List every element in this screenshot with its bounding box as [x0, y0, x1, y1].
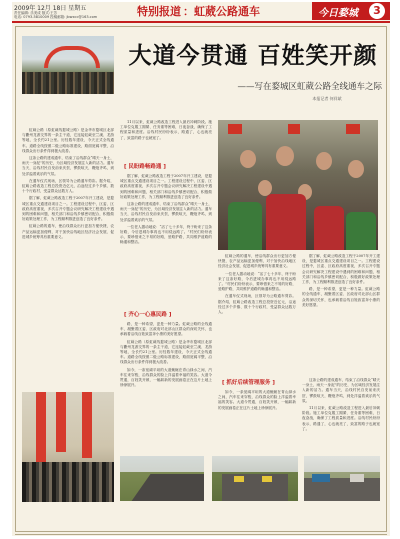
road-photo-1 — [120, 456, 204, 501]
paragraph: 这条公路的建成通车，结束了沿线群众“晴天一身土，雨天一身泥”的历史，为区域经济发展注入新的活力。通车当天，沿线村民自发前来庆贺，锣鼓喧天，鞭炮齐鸣，到处洋溢着欢乐的气氛。 — [302, 378, 380, 403]
paragraph: 如今，一条宽阔平坦的大道蜿蜒在青山绿水之间，汽车往来穿梭，沿线群众的脸上洋溢着幸福的笑容。大道今贯通，百姓笑开颜，一幅崭新的发展画卷正在这片土地上徐徐展开。 — [120, 367, 212, 388]
paragraph: 11月以来，虹葳公路改造工程进入最后冲刺阶段。施工单位克服工期紧、任务重等困难，日夜奋战，确保了工程质量和进度。沿线村民纷纷表示，路通了，心也就亮了，致富的路子也就宽了。 — [120, 120, 212, 140]
paragraph: 路，是一种希望，更是一种力量。虹葳公路的全线通车，凝聚着区委、区政府对北部山区群众的深切关怀，也承载着沿线百姓致富奔小康的美好愿望。 — [120, 322, 212, 337]
road-photo-2 — [212, 456, 298, 501]
red-banner — [82, 392, 92, 458]
text-column-right-d — [302, 378, 380, 450]
officials — [22, 462, 114, 502]
road-roller — [262, 476, 272, 482]
paper-logo-block — [312, 2, 390, 20]
paragraph: 虹葳公路（原虹葳线婺城公路）是金华市婺城区北部与衢州龙游交界的一条主干道，它连接虹葳至兰溪、龙游等地，全长约21公里。历经数年建设，今天正式全线通车。道路全线按照二级公路标准建设，路面宽阔平整，沿线群众出行条件得到极大改善。 — [22, 128, 114, 153]
page-number: 3 — [369, 3, 385, 19]
text-column-right-a — [218, 254, 296, 374]
section-heading-2: [ 齐心一心惠民路 ] — [124, 312, 172, 318]
issue-date: 2009年 12月 18日 星期五 — [14, 5, 87, 12]
text-column-mid-bottom — [120, 322, 212, 450]
editor-line: 责任编辑: 乐美成 版式:王芳 — [14, 11, 58, 15]
text-column-mid-top — [120, 120, 212, 160]
contact-line: 电话: 0793-5810009 投稿邮箱: jbwxcc@163.com — [14, 15, 98, 19]
face — [316, 152, 332, 170]
section-heading-1: [ 民盼路畅路通 ] — [124, 164, 166, 170]
bottom-rule — [15, 534, 387, 535]
paragraph: 这条公路的建成通车，结束了沿线群众“晴天一身土，雨天一身泥”的历史，为区域经济发展注入新的活力。通车当天，沿线村民自发前来庆贺，锣鼓喧天，鞭炮齐鸣，到处洋溢着欢乐的气氛。 — [120, 202, 212, 222]
newspaper-page — [12, 2, 390, 536]
masthead — [12, 2, 390, 22]
text-column-mid — [120, 174, 212, 306]
paragraph: 如今，一条宽阔平坦的大道蜿蜒在青山绿水之间，汽车往来穿梭，沿线群众的脸上洋溢着幸福的笑容。大道今贯通，百姓笑开颜，一幅崭新的发展画卷正在这片土地上徐徐展开。 — [218, 390, 296, 410]
headline: 大道今贯通 百姓笑开颜 — [128, 43, 378, 69]
red-coat — [314, 206, 344, 250]
ceremony-arch — [44, 46, 100, 68]
green-coat — [346, 212, 376, 250]
face — [348, 160, 364, 178]
paper-logo: 今日婺城 — [318, 8, 358, 19]
road-photo-3 — [304, 456, 380, 501]
paragraph: 据了解，虹葳公路改造工程于2007年开工建设，是婺城区重点交通建设项目之一。工程建设过程中，区委、区政府高度重视，多次召开专题会议研究解决工程建设中遇到的困难和问题，相关部门和沿线乡镇密切配合，积极做好政策处理工作，为工程顺利推进创造了良好条件。 — [120, 174, 212, 199]
masthead-rule — [12, 21, 390, 23]
flag — [346, 124, 360, 134]
paragraph: 11月以来，虹葳公路改造工程进入最后冲刺阶段。施工单位克服工期紧、任务重等困难，日夜奋战，确保了工程质量和进度。沿线村民纷纷表示，路通了，心也就亮了，致富的路子也就宽了。 — [302, 406, 380, 431]
road-roller — [234, 476, 244, 482]
paragraph: 一位老人激动地说：“活了七十多年，终于盼来了这条好路，今后进城办事再也不用绕远路了。”村民们纷纷表示，要珍惜来之不易的好路，爱路护路，共同维护道路的畅通和整洁。 — [120, 224, 212, 245]
red-banner — [56, 392, 66, 452]
face — [240, 150, 256, 168]
paragraph: 在通车仪式现场，区领导为公路通车剪彩。据介绍，虹葳公路改造工程总投资近亿元，沿途经过多个乡镇、数十个行政村，受益群众达数万人。 — [218, 294, 296, 315]
paragraph: 虹葳公路的通车，使沿线群众出行更加方便快捷，农产品运输更加便利，对于加快沿线地区经济社会发展、促进城乡统筹具有重要意义。 — [218, 254, 296, 269]
red-coat — [266, 194, 306, 250]
vehicle — [350, 474, 364, 482]
ribbon-cutting-photo — [22, 392, 114, 502]
editor-info — [14, 11, 97, 19]
paragraph: 据了解，虹葳公路改造工程于2007年开工建设，是婺城区重点交通建设项目之一。工程建设过程中，区委、区政府高度重视，多次召开专题会议研究解决工程建设中遇到的困难和问题，相关部门和沿线乡镇密切配合，积极做好政策处理工作，为工程顺利推进创造了良好条件。 — [302, 254, 380, 285]
paragraph: 虹葳公路（原虹葳线婺城公路）是金华市婺城区北部与衢州龙游交界的一条主干道，它连接虹葳至兰溪、龙游等地，全长约21公里。历经数年建设，今天正式全线通车。道路全线按照二级公路标准建设，路面宽阔平整，沿线群众出行条件得到极大改善。 — [120, 339, 212, 365]
banner-title: ：虹葳公路通车 — [183, 5, 260, 18]
flag — [228, 124, 242, 134]
byline: 本报记者 何祥斌 — [312, 96, 342, 101]
paragraph: 据了解，虹葳公路改造工程于2007年开工建设，是婺城区重点交通建设项目之一。工程建设过程中，区委、区政府高度重视，多次召开专题会议研究解决工程建设中遇到的困难和问题，相关部门和沿线乡镇密切配合，积极做好政策处理工作，为工程顺利推进创造了良好条件。 — [22, 196, 114, 222]
paragraph: 路，是一种希望，更是一种力量。虹葳公路的全线通车，凝聚着区委、区政府对北部山区群众的深切关怀，也承载着沿线百姓致富奔小康的美好愿望。 — [302, 287, 380, 307]
paragraph: 一位老人激动地说：“活了七十多年，终于盼来了这条好路，今后进城办事再也不用绕远路了。”村民们纷纷表示，要珍惜来之不易的好路，爱路护路，共同维护道路的畅通和整洁。 — [218, 271, 296, 292]
red-banner — [36, 392, 46, 462]
text-column-right-b — [302, 254, 380, 374]
road-surface — [222, 474, 288, 501]
banner-prefix: 特别报道 — [137, 5, 181, 18]
paragraph: 虹葳公路的通车，使沿线群众出行更加方便快捷，农产品运输更加便利，对于加快沿线地区经济社会发展、促进城乡统筹具有重要意义。 — [22, 224, 114, 239]
section-heading-3: [ 抓好后续管理服务 ] — [222, 380, 275, 386]
road-surface — [129, 474, 204, 501]
paragraph: 在通车仪式现场，区领导为公路通车剪彩。据介绍，虹葳公路改造工程总投资近亿元，沿途经过多个乡镇、数十个行政村，受益群众达数万人。 — [22, 178, 114, 194]
section-banner — [137, 4, 297, 18]
text-column-right-c — [218, 390, 296, 450]
text-column-left — [22, 128, 114, 386]
crowd — [22, 72, 114, 94]
paragraph: 这条公路的建成通车，结束了沿线群众“晴天一身土，雨天一身泥”的历史，为区域经济发展注入新的活力。通车当天，沿线村民自发前来庆贺，锣鼓喧天，鞭炮齐鸣，到处洋溢着欢乐的气氛。 — [22, 156, 114, 176]
masthead-info — [12, 2, 132, 22]
vehicle — [312, 474, 330, 482]
flag — [288, 124, 300, 134]
villagers-celebration-photo — [218, 120, 378, 250]
face — [276, 146, 294, 166]
subhead: ——写在婺城区虹葳公路全线通车之际 — [237, 82, 382, 92]
ceremony-photo — [22, 36, 114, 94]
green-coat — [228, 202, 262, 250]
